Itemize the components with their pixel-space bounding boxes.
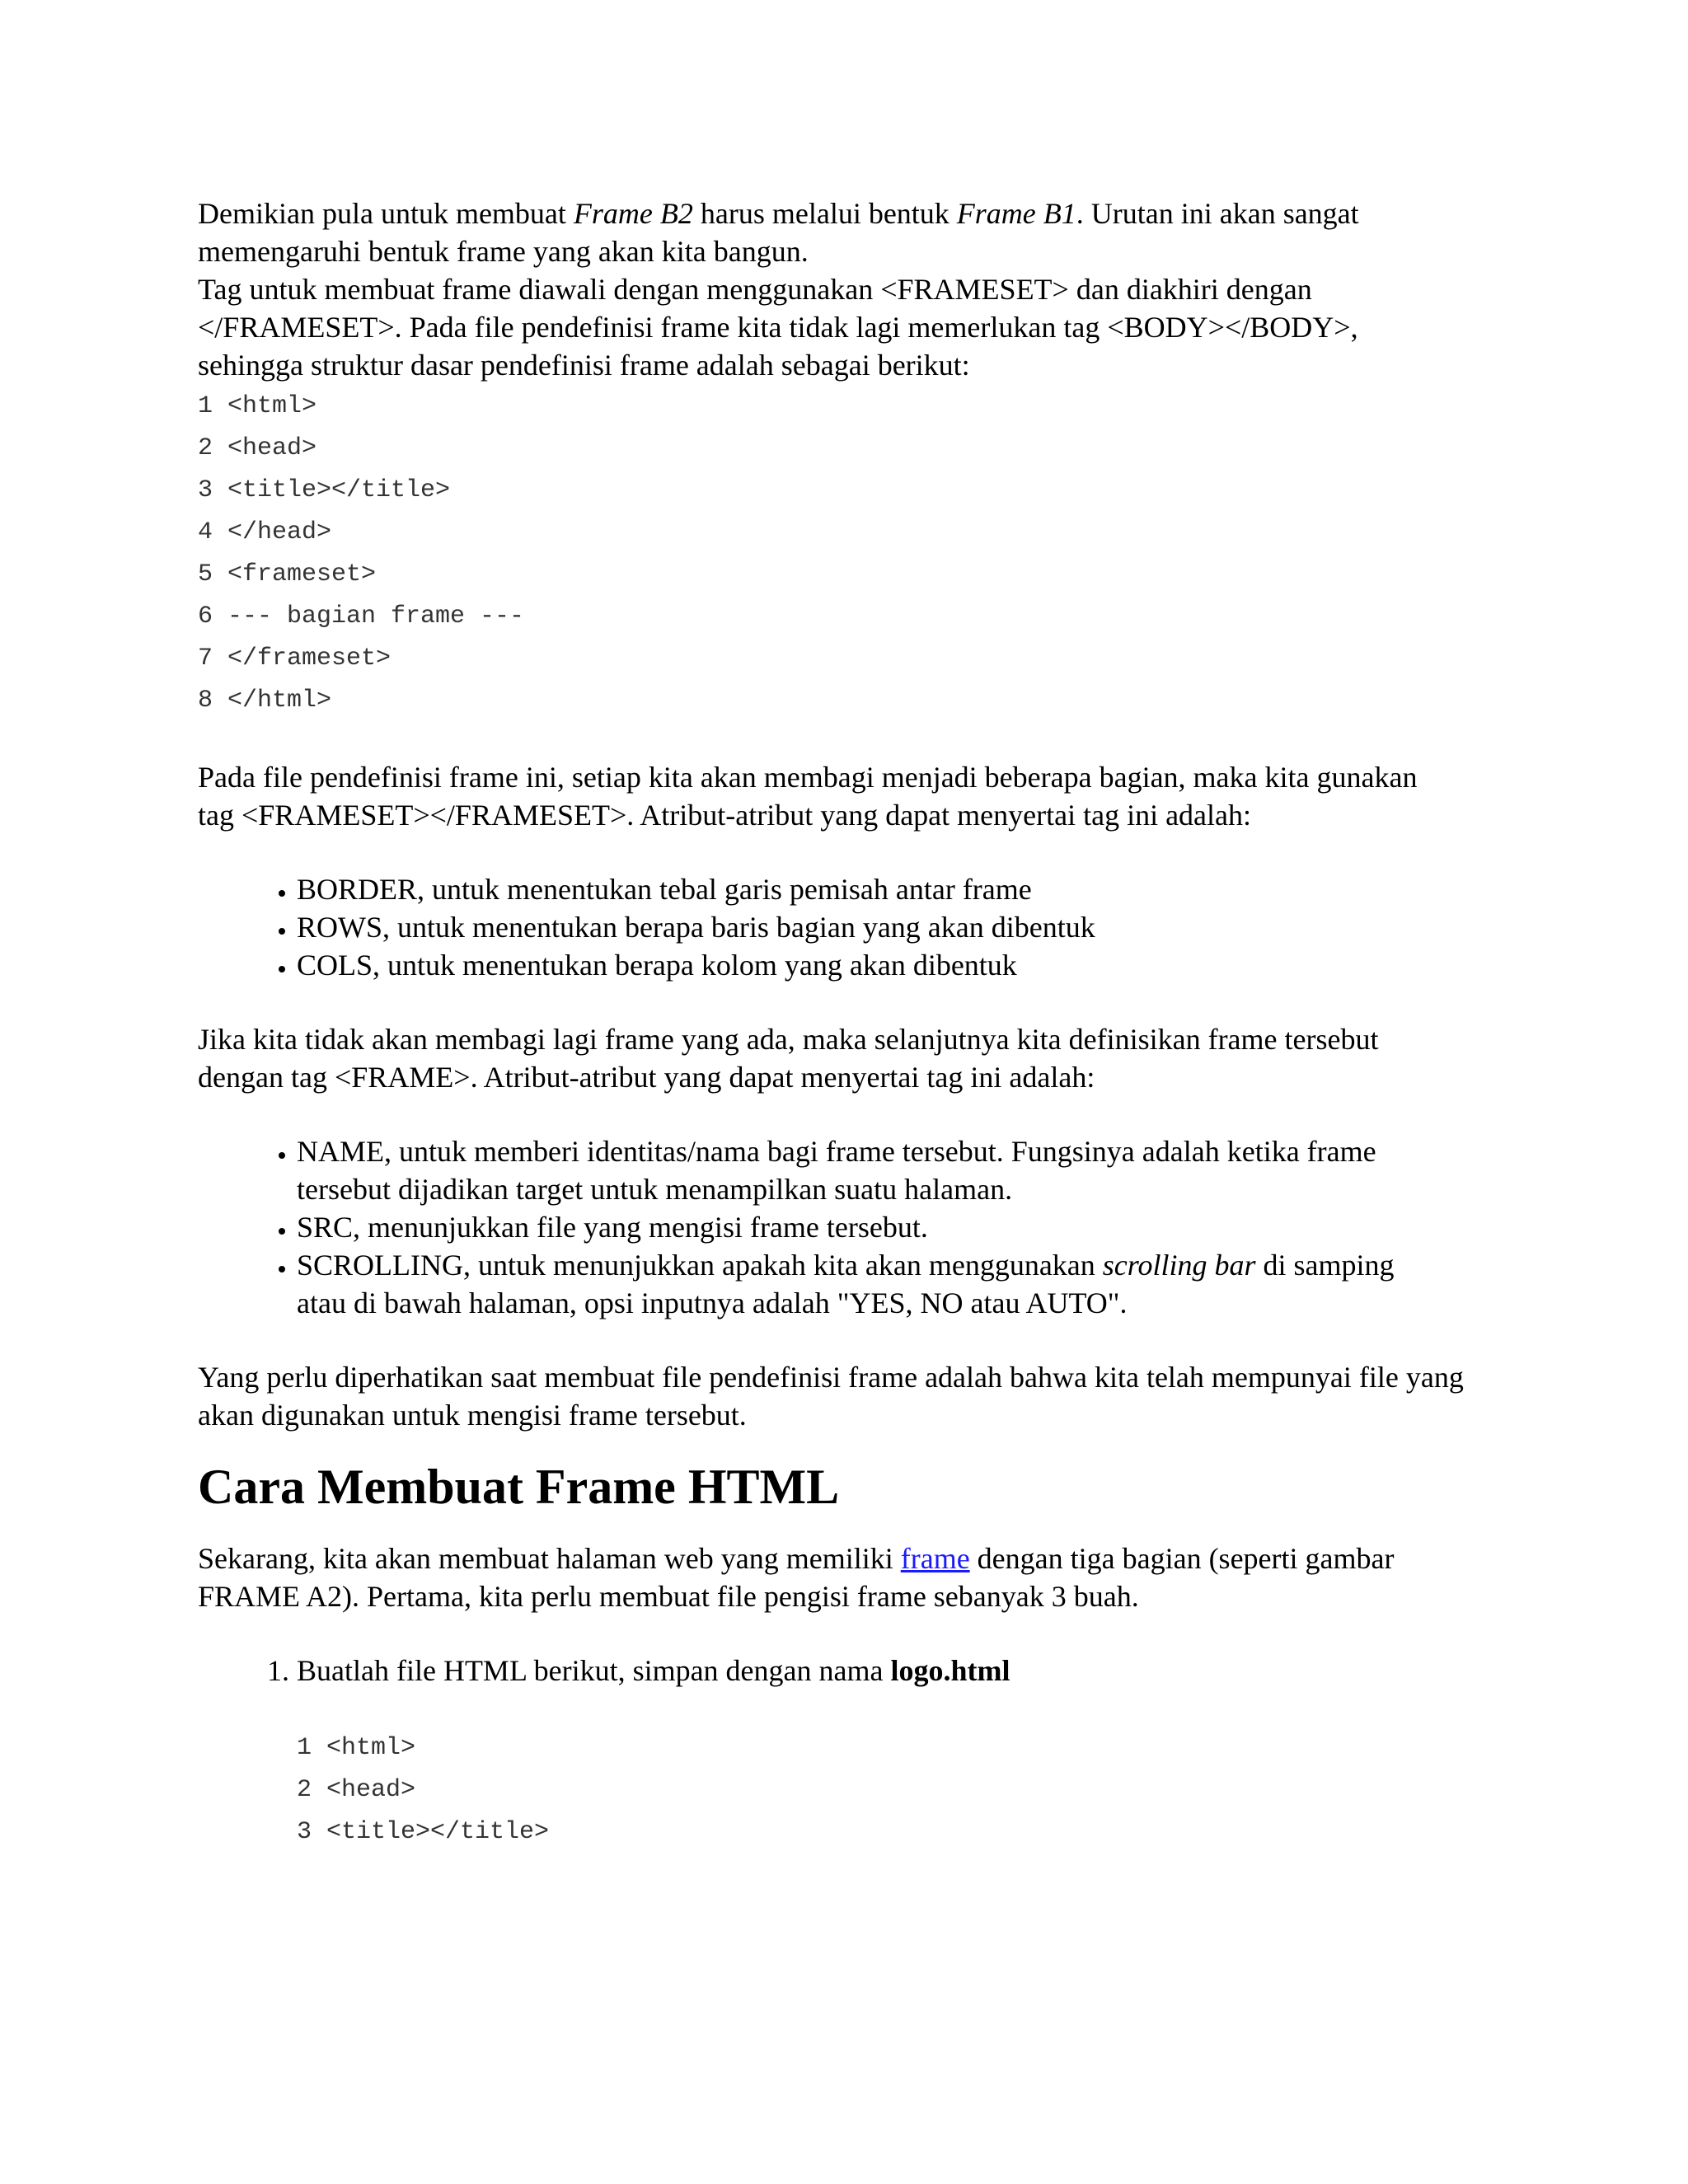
code-block-frameset-structure (198, 386, 1500, 722)
code-line: 3 <title></title> (198, 476, 451, 504)
para1-text-1: Demikian pula untuk membuat (198, 197, 574, 230)
steps-list (198, 1652, 1500, 1690)
list-item (297, 1246, 1434, 1322)
list-item: • COLS, untuk menentukan berapa kolom yang akan dibentuk (297, 946, 1500, 984)
code-line: 2 <head> (198, 434, 317, 462)
paragraph-intro (198, 1540, 1434, 1615)
frame-link[interactable]: frame (900, 1542, 970, 1575)
section-heading: Cara Membuat Frame HTML (198, 1460, 840, 1514)
list-item: • SRC, menunjukkan file yang mengisi frame tersebut. (297, 1208, 1434, 1246)
paragraph-frame-order (198, 194, 1409, 270)
code-line: 2 <head> (297, 1776, 416, 1804)
list-item: • ROWS, untuk menentukan berapa baris bagian yang akan dibentuk (297, 908, 1500, 946)
list-item: • BORDER, untuk menentukan tebal garis pemisah antar frame (297, 870, 1500, 908)
code-block-logo-html (198, 1727, 1500, 1854)
para6-text-2: dengan tiga bagian (seperti gambar FRAME A2). Pertama, kita perlu membuat file pengisi frame sebanyak 3 buah. (198, 1542, 1395, 1613)
step-text: Buatlah file HTML berikut, simpan dengan nama (297, 1654, 891, 1687)
paragraph-note: Yang perlu diperhatikan saat membuat file pendefinisi frame adalah bahwa kita telah mempunyai file yang akan digunakan untuk mengisi frame tersebut. (198, 1361, 1464, 1432)
list-item-text: di samping atau di bawah halaman, opsi inputnya adalah "YES, NO atau AUTO". (297, 1249, 1395, 1319)
code-line: 1 <html> (198, 392, 317, 420)
code-line: 6 --- bagian frame --- (198, 602, 525, 630)
para1-text-3: . Urutan ini akan sangat memengaruhi bentuk frame yang akan kita bangun. (198, 197, 1359, 268)
list-item: • NAME, untuk memberi identitas/nama bagi frame tersebut. Fungsinya adalah ketika frame tersebut dijadikan target untuk menampilkan suatu halaman. (297, 1132, 1434, 1208)
code-line: 3 <title></title> (297, 1818, 550, 1846)
step-item (297, 1652, 1500, 1690)
code-line: 4 </head> (198, 518, 332, 546)
frameset-attribute-list (198, 870, 1500, 984)
list-item-italic: scrolling bar (1102, 1249, 1256, 1282)
para6-text-1: Sekarang, kita akan membuat halaman web yang memiliki (198, 1542, 901, 1575)
code-line: 5 <frameset> (198, 560, 377, 588)
frame-attribute-list (198, 1132, 1434, 1322)
list-item-text: SCROLLING, untuk menunjukkan apakah kita akan menggunakan (297, 1249, 1103, 1282)
step-filename: logo.html (890, 1654, 1010, 1687)
para1-italic-2: Frame B1 (956, 197, 1076, 230)
paragraph-frameset-attributes: Pada file pendefinisi frame ini, setiap kita akan membagi menjadi beberapa bagian, maka kita gunakan tag <FRAMESET></FRAMESET>. Atribut-atribut yang dapat menyertai tag ini adalah: (198, 761, 1418, 832)
code-line: 8 </html> (198, 687, 332, 715)
document-page (198, 194, 1500, 1854)
code-line: 7 </frameset> (198, 644, 392, 673)
paragraph-frame-tag: Jika kita tidak akan membagi lagi frame yang ada, maka selanjutnya kita definisikan frame tersebut dengan tag <FRAME>. Atribut-atribut yang dapat menyertai tag ini adalah: (198, 1023, 1379, 1094)
para1-italic-1: Frame B2 (573, 197, 693, 230)
para1-text-2: harus melalui bentuk (692, 197, 957, 230)
code-line: 1 <html> (297, 1734, 416, 1762)
paragraph-frameset-tag: Tag untuk membuat frame diawali dengan menggunakan <FRAMESET> dan diakhiri dengan </FRAMESET>. Pada file pendefinisi frame kita tidak lagi memerlukan tag <BODY></BODY>, sehingga struktur dasar pendefinisi frame adalah sebagai berikut: (198, 273, 1358, 382)
